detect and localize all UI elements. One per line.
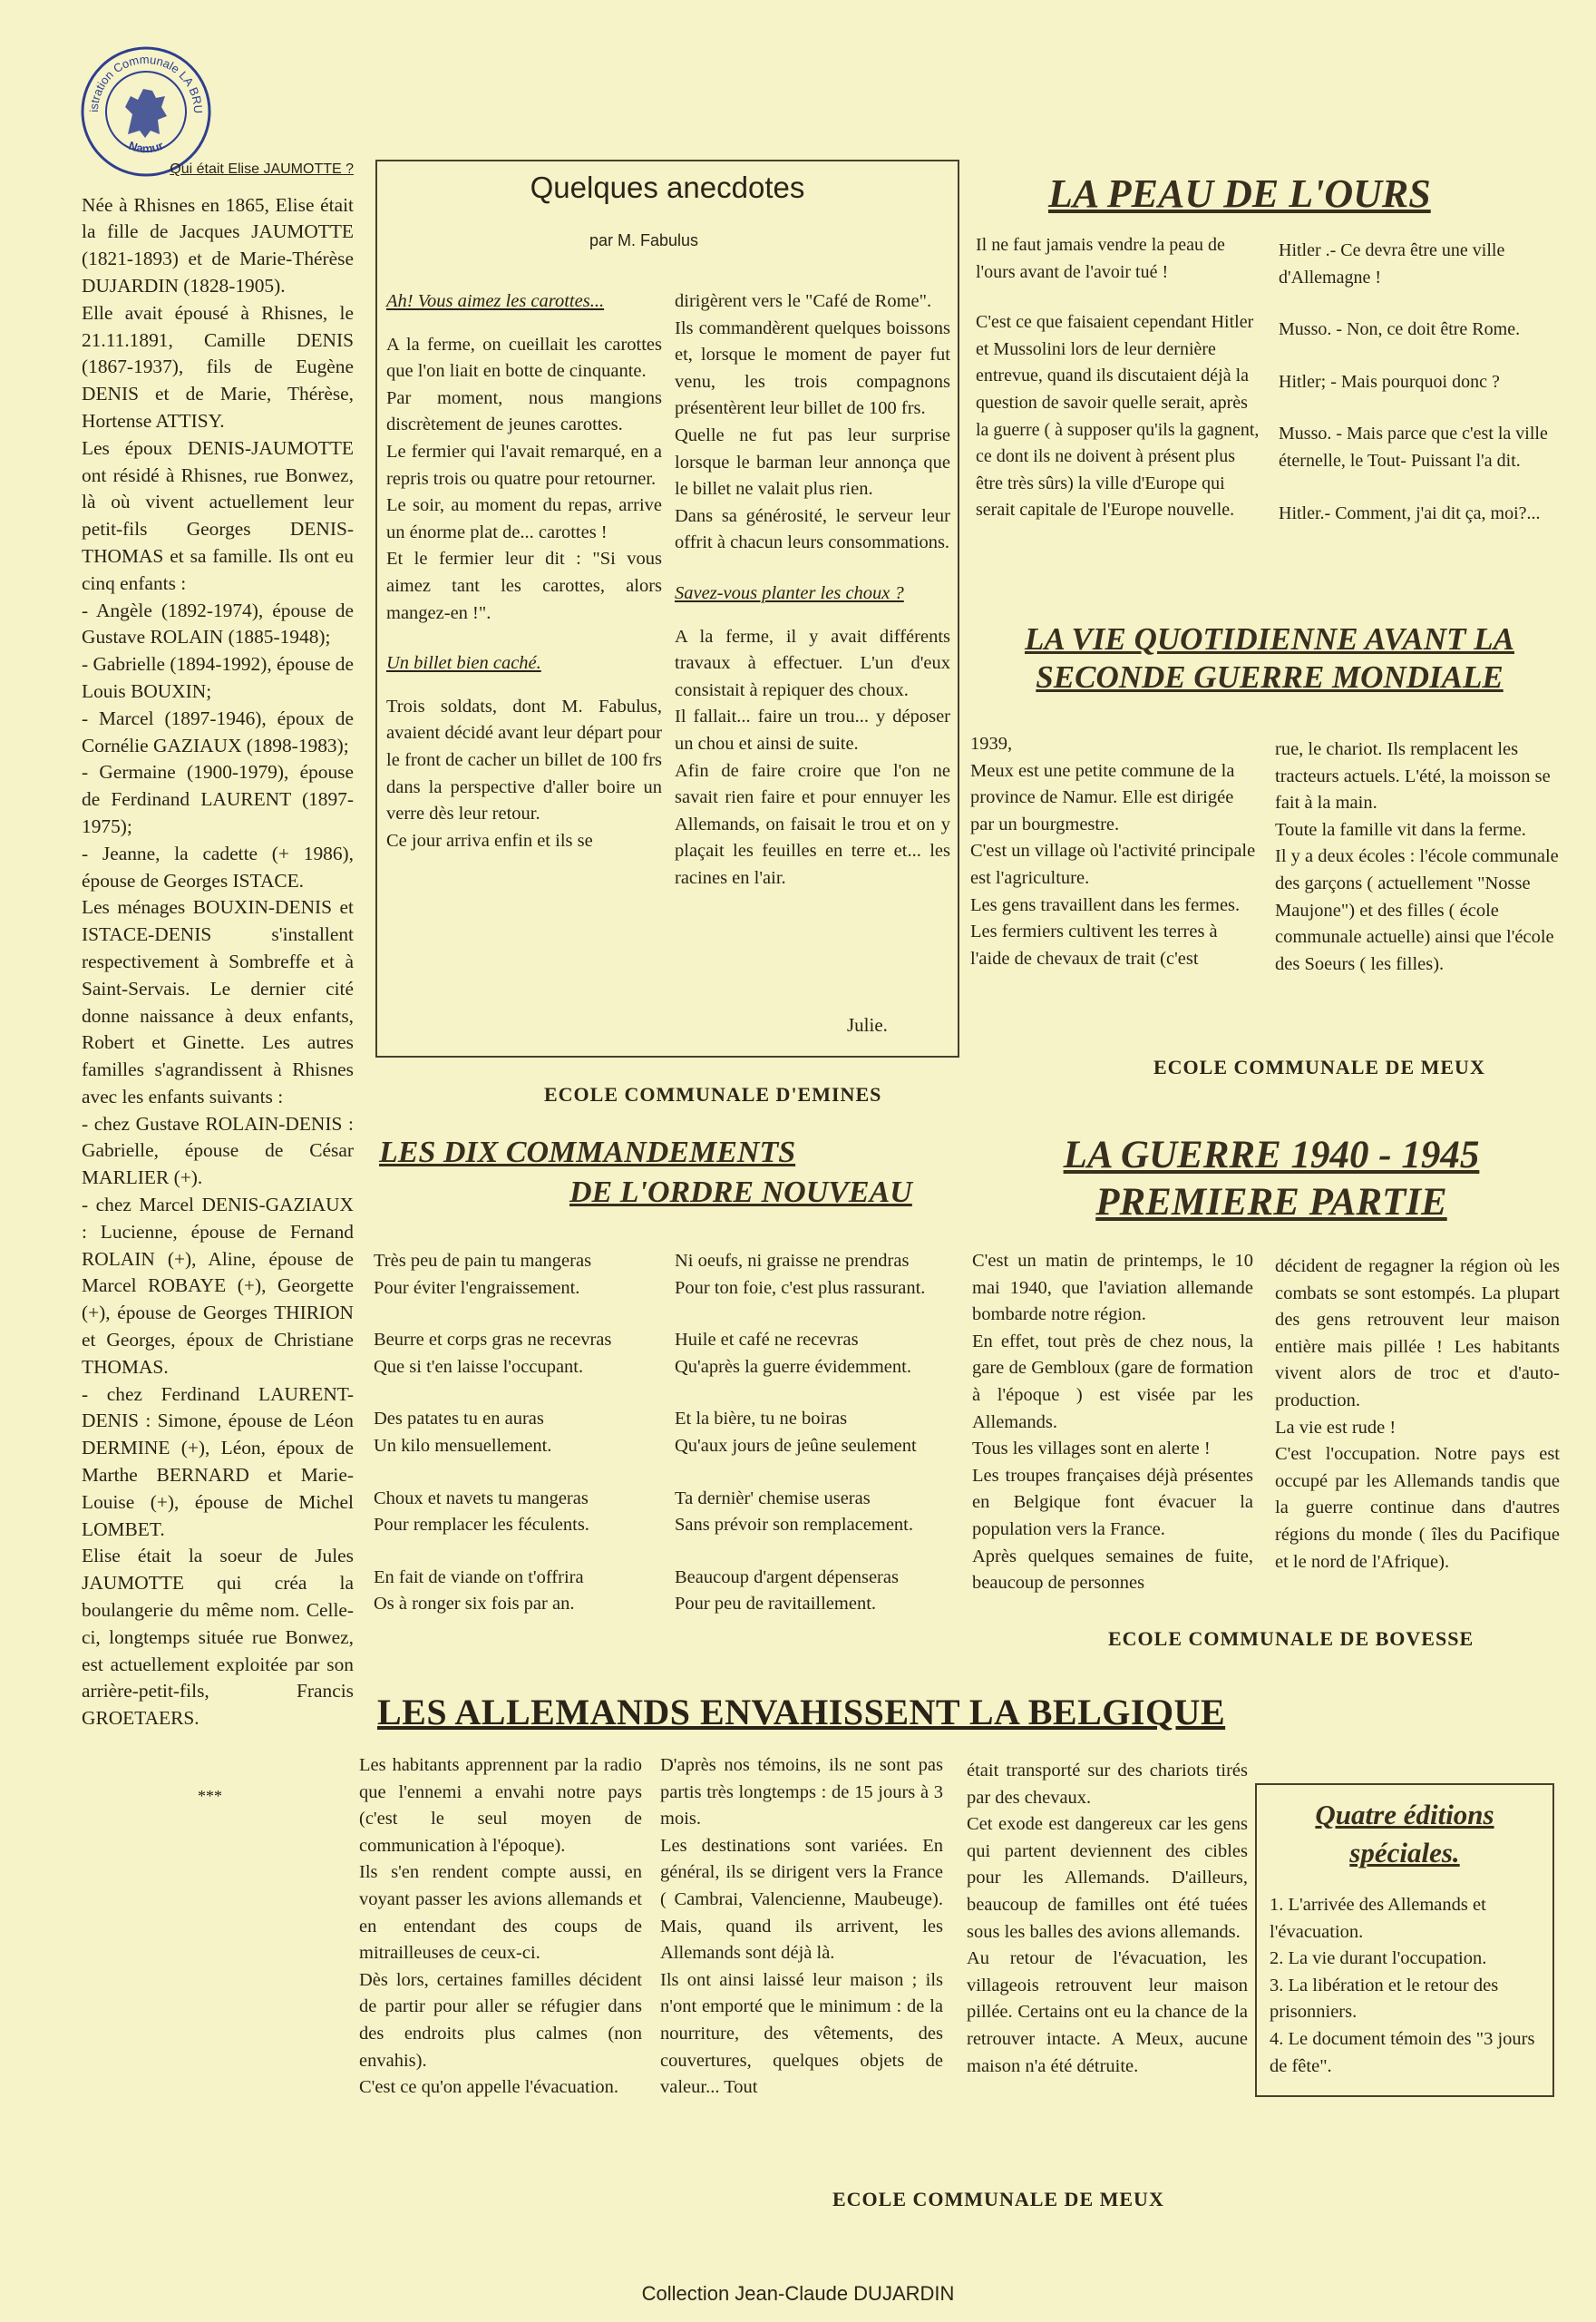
- vie-paragraph: 1939,: [970, 734, 1013, 754]
- anecdotes-col1: [386, 288, 662, 854]
- collection-credit: Collection Jean-Claude DUJARDIN: [641, 2282, 955, 2305]
- peau-dialogue-line: Hitler.- Comment, j'ai dit ça, moi?...: [1279, 502, 1541, 523]
- allemands-paragraph: était transporté sur des chariots tirés par des chevaux.: [967, 1761, 1248, 1808]
- anecdotes-title: Quelques anecdotes: [530, 171, 805, 204]
- allemands-paragraph: Au retour de l'évacuation, les villageois retrouvent leur maison pillée. Certains ont eu la chance de la retrouver intacte. A Meux, aucune maison n'a été détruite.: [967, 1948, 1248, 2076]
- vie-paragraph: C'est un village où l'activité principale est l'agriculture.: [970, 841, 1256, 888]
- vie-col2: [1275, 737, 1560, 978]
- anecdote-paragraph: Le fermier qui l'avait remarqué, en a repris trois ou quatre pour retourner.: [386, 441, 662, 489]
- editions-box: [1255, 1783, 1554, 2097]
- left-column-paragraph: - Gabrielle (1894-1992), épouse de Louis BOUXIN;: [82, 653, 354, 702]
- anecdote-paragraph: Ils commandèrent quelques boissons et, lorsque le moment de payer fut venu, les trois compagnons présentèrent leur billet de 100 frs.: [675, 317, 950, 419]
- anecdote-heading: Savez-vous planter les choux ?: [675, 582, 904, 603]
- peau-col1: [976, 232, 1264, 524]
- anecdote-paragraph: Quelle ne fut pas leur surprise lorsque le barman leur annonça que le billet ne valait plus rien.: [675, 424, 950, 500]
- verse-stanza: [374, 1486, 673, 1539]
- verse-line: Ta dernièr' chemise useras: [675, 1488, 871, 1508]
- allemands-paragraph: D'après nos témoins, ils ne sont pas partis très longtemps : de 15 jours à 3 mois.: [660, 1755, 943, 1829]
- verse-line: Pour remplacer les féculents.: [374, 1515, 589, 1536]
- left-column-body: [82, 192, 354, 1732]
- peau-dialogue-line: Hitler .- Ce devra être une ville d'Allemagne !: [1279, 240, 1505, 288]
- guerre-paragraph: En effet, tout près de chez nous, la gare de Gembloux (gare de formation à l'époque ) est visée par les Allemands.: [972, 1331, 1253, 1432]
- anecdote-heading: Ah! Vous aimez les carottes...: [386, 291, 605, 311]
- left-column-paragraph: Née à Rhisnes en 1865, Elise était la fille de Jacques JAUMOTTE (1821-1893) et de Marie-Thérèse DUJARDIN (1828-1905).: [82, 193, 354, 297]
- commandements-col1: [374, 1248, 673, 1644]
- left-column-paragraph: - Jeanne, la cadette (+ 1986), épouse de Georges ISTACE.: [82, 842, 354, 892]
- left-column-paragraph: - Germaine (1900-1979), épouse de Ferdinand LAURENT (1897-1975);: [82, 761, 354, 837]
- peau-title: LA PEAU DE L'OURS: [1048, 171, 1431, 216]
- verse-line: Ni oeufs, ni graisse ne prendras: [675, 1251, 910, 1271]
- anecdote-heading: Un billet bien caché.: [386, 653, 541, 674]
- vie-paragraph: Il y a deux écoles : l'école communale des garçons ( actuellement "Nosse Maujone") et des filles ( école communale actuelle) ainsi que l'école des Soeurs ( les filles).: [1275, 846, 1559, 974]
- anecdote-paragraph: A la ferme, il y avait différents travaux à effectuer. L'un d'eux consistait à repiquer des choux.: [675, 626, 950, 700]
- verse-line: Des patates tu en auras: [374, 1409, 544, 1429]
- allemands-paragraph: C'est ce qu'on appelle l'évacuation.: [359, 2077, 619, 2098]
- verse-stanza: [675, 1327, 974, 1381]
- guerre-col2: [1275, 1254, 1560, 1576]
- verse-line: Beurre et corps gras ne recevras: [374, 1330, 612, 1351]
- peau-dialogue-line: Musso. - Mais parce que c'est la ville éternelle, le Tout- Puissant l'a dit.: [1279, 424, 1548, 471]
- guerre-paragraph: Tous les villages sont en alerte !: [972, 1439, 1211, 1459]
- guerre-paragraph: C'est un matin de printemps, le 10 mai 1940, que l'aviation allemande bombarde notre région.: [972, 1251, 1253, 1325]
- allemands-paragraph: Ils s'en rendent compte aussi, en voyant passer les avions allemands et en entendant des coups de mitrailleuses de ceux-ci.: [359, 1862, 642, 1964]
- anecdotes-signature: Julie.: [847, 1014, 888, 1036]
- allemands-paragraph: Ils ont ainsi laissé leur maison ; ils n'ont emporté que le minimum : de la nourriture, des vêtements, des couvertures, quelques objets de valeur... Tout: [660, 1969, 943, 2098]
- edition-item: 4. Le document témoin des "3 jours de fête".: [1270, 2028, 1535, 2076]
- allemands-paragraph: Les destinations sont variées. En général, ils se dirigent vers la France ( Cambrai, Valencienne, Maubeuge). Mais, quand ils arrivent, les Allemands sont déjà là.: [660, 1835, 943, 1964]
- left-column-paragraph: - Angèle (1892-1974), épouse de Gustave ROLAIN (1885-1948);: [82, 599, 354, 649]
- guerre-col1: [972, 1248, 1253, 1597]
- guerre-school: ECOLE COMMUNALE DE BOVESSE: [1108, 1627, 1474, 1650]
- editions-title-line1: Quatre éditions: [1315, 1799, 1494, 1830]
- anecdote-paragraph: Et le fermier leur dit : "Si vous aimez tant les carottes, alors mangez-en !".: [386, 549, 662, 623]
- anecdote-paragraph: Ce jour arriva enfin et ils se: [386, 830, 593, 851]
- peau-paragraph: C'est ce que faisaient cependant Hitler et Mussolini lors de leur dernière entrevue, quand ils discutaient déjà la question de savoir quelle serait, après la guerre ( à supposer qu'ils la gagnent, ce dont ils ne doivent à présent plus être très sûrs) la ville d'Europe qui serait capitale de l'Europe nouvelle.: [976, 312, 1260, 521]
- allemands-col2: [660, 1752, 943, 2102]
- vie-school: ECOLE COMMUNALE DE MEUX: [1153, 1056, 1485, 1078]
- verse-line: Que si t'en laisse l'occupant.: [374, 1356, 584, 1377]
- left-column-title: Qui était Elise JAUMOTTE ?: [170, 161, 354, 177]
- vie-paragraph: Meux est une petite commune de la province de Namur. Elle est dirigée par un bourgmestre.: [970, 760, 1235, 834]
- allemands-col1: [359, 1752, 642, 2102]
- verse-stanza: [675, 1248, 974, 1302]
- verse-line: Pour éviter l'engraissement.: [374, 1277, 580, 1298]
- left-column-paragraph: Elise était la soeur de Jules JAUMOTTE qui créa la boulangerie du même nom. Celle-ci, longtemps située rue Bonwez, est actuellement exploitée par son arrière-petit-fils, Francis GROETAERS.: [82, 1545, 354, 1730]
- guerre-paragraph: La vie est rude !: [1275, 1417, 1396, 1438]
- editions-title: [1270, 1796, 1540, 1872]
- guerre-title-line1: LA GUERRE 1940 - 1945: [1063, 1134, 1480, 1176]
- vie-paragraph: rue, le chariot. Ils remplacent les tracteurs actuels. L'été, la moisson se fait à la main.: [1275, 739, 1551, 814]
- left-column-paragraph: Elle avait épousé à Rhisnes, le 21.11.1891, Camille DENIS (1867-1937), fils de Eugène DENIS et de Marie, Thérèse, Hortense ATTISY.: [82, 301, 354, 432]
- verse-stanza: [374, 1565, 673, 1618]
- left-column-paragraph: - chez Ferdinand LAURENT-DENIS : Simone, épouse de Léon DERMINE (+), Léon, époux de Marthe BERNARD et Marie-Louise (+), épouse de Michel LOMBET.: [82, 1382, 354, 1540]
- vie-paragraph: Les fermiers cultivent les terres à l'aide de chevaux de trait (c'est: [970, 922, 1218, 969]
- verse-line: Huile et café ne recevras: [675, 1330, 859, 1351]
- allemands-school: ECOLE COMMUNALE DE MEUX: [832, 2188, 1164, 2210]
- peau-dialogue-line: Hitler; - Mais pourquoi donc ?: [1279, 371, 1500, 392]
- guerre-title-line2: PREMIERE PARTIE: [1095, 1181, 1447, 1224]
- anecdotes-school: ECOLE COMMUNALE D'EMINES: [544, 1083, 882, 1106]
- verse-line: Très peu de pain tu mangeras: [374, 1251, 592, 1271]
- anecdotes-col2: [675, 288, 950, 892]
- anecdotes-byline: par M. Fabulus: [589, 231, 699, 249]
- allemands-col3: [967, 1758, 1248, 2080]
- verse-stanza: [675, 1565, 974, 1618]
- anecdote-paragraph: dirigèrent vers le "Café de Rome".: [675, 291, 932, 311]
- verse-line: Un kilo mensuellement.: [374, 1435, 552, 1456]
- verse-line: Pour ton foie, c'est plus rassurant.: [675, 1277, 926, 1298]
- verse-stanza: [374, 1327, 673, 1381]
- peau-col2: [1279, 238, 1560, 527]
- seal-ring-top: istration Communale LA BRU: [86, 52, 206, 114]
- anecdote-paragraph: Dans sa générosité, le serveur leur offrit à chacun leurs consommations.: [675, 505, 950, 553]
- peau-paragraph: Il ne faut jamais vendre la peau de l'ours avant de l'avoir tué !: [976, 235, 1225, 282]
- verse-line: Qu'aux jours de jeûne seulement: [675, 1435, 917, 1456]
- anecdotes-box: [375, 160, 959, 1058]
- allemands-paragraph: Cet exode est dangereux car les gens qui partent deviennent des cibles pour les Allemands. D'ailleurs, beaucoup de familles ont été tuées sous les balles des avions allemands.: [967, 1814, 1248, 1942]
- guerre-paragraph: C'est l'occupation. Notre pays est occupé par les Allemands tandis que la guerre continue dans d'autres régions du monde ( îles du Pacifique et le nord de l'Afrique).: [1275, 1444, 1560, 1572]
- verse-line: Os à ronger six fois par an.: [374, 1594, 575, 1615]
- anecdote-paragraph: Le soir, au moment du repas, arrive un énorme plat de... carottes !: [386, 495, 662, 542]
- left-column-paragraph: - Marcel (1897-1946), époux de Cornélie GAZIAUX (1898-1983);: [82, 707, 354, 756]
- peau-dialogue-line: Musso. - Non, ce doit être Rome.: [1279, 319, 1521, 340]
- left-column-paragraph: - chez Marcel DENIS-GAZIAUX : Lucienne, épouse de Fernand ROLAIN (+), Aline, épouse de Marcel ROBAYE (+), Georgette (+), épouse de Georges THIRION et Georges, époux de Christiane THOMAS.: [82, 1194, 354, 1378]
- guerre-paragraph: décident de regagner la région où les combats se sont estompés. La plupart des gens retrouvent leur maison entière mais pillée ! Les habitants vivent alors de troc et d'auto-production.: [1275, 1256, 1560, 1410]
- left-column-paragraph: Les ménages BOUXIN-DENIS et ISTACE-DENIS s'installent respectivement à Sombreffe et à Saint-Servais. Le dernier cité donne naissance à deux enfants, Robert et Ginette. Les autres familles s'agrandissent à Rhisnes avec les enfants suivants :: [82, 896, 354, 1107]
- anecdote-paragraph: Afin de faire croire que l'on ne savait rien faire et pour ennuyer les Allemands, on faisait le trou et on y plaçait les feuilles en terre et... les racines en l'air.: [675, 760, 950, 888]
- svg-text:Namur: [127, 139, 165, 156]
- allemands-paragraph: Dès lors, certaines familles décident de partir pour aller se réfugier dans des endroits plus calmes (non envahis).: [359, 1969, 642, 2071]
- guerre-paragraph: Après quelques semaines de fuite, beaucoup de personnes: [972, 1546, 1253, 1594]
- verse-line: En fait de viande on t'offrira: [374, 1566, 584, 1587]
- verse-stanza: [675, 1406, 974, 1459]
- vie-title-line2: SECONDE GUERRE MONDIALE: [1036, 659, 1504, 695]
- left-column-paragraph: Les époux DENIS-JAUMOTTE ont résidé à Rhisnes, rue Bonwez, là où vivent actuellement leur petit-fils Georges DENIS-THOMAS et sa famille. Ils ont eu cinq enfants :: [82, 436, 354, 594]
- allemands-paragraph: Les habitants apprennent par la radio que l'ennemi a envahi notre pays (c'est le seul moyen de communication à l'époque).: [359, 1755, 642, 1856]
- anecdote-paragraph: A la ferme, on cueillait les carottes que l'on liait en botte de cinquante.: [386, 334, 662, 382]
- commandements-col2: [675, 1248, 974, 1644]
- seal-ring-bottom: Namur: [126, 138, 166, 156]
- verse-stanza: [675, 1486, 974, 1539]
- vie-title: [998, 620, 1542, 697]
- guerre-title: [1008, 1132, 1534, 1226]
- verse-line: Pour peu de ravitaillement.: [675, 1594, 877, 1615]
- vie-paragraph: Les gens travaillent dans les fermes.: [970, 894, 1241, 915]
- commandements-title-line1: LES DIX COMMANDEMENTS: [379, 1136, 796, 1169]
- edition-item: 3. La libération et le retour des prisonniers.: [1270, 1975, 1499, 2023]
- verse-line: Choux et navets tu mangeras: [374, 1488, 589, 1508]
- anecdote-paragraph: Il fallait... faire un trou... y déposer un chou et ainsi de suite.: [675, 707, 950, 754]
- vie-col1: [970, 731, 1260, 972]
- verse-line: Qu'après la guerre évidemment.: [675, 1356, 911, 1377]
- editions-title-line2: spéciales.: [1349, 1837, 1460, 1868]
- vie-paragraph: Toute la famille vit dans la ferme.: [1275, 819, 1526, 840]
- anecdote-paragraph: Par moment, nous mangions discrètement de jeunes carottes.: [386, 387, 662, 435]
- anecdote-paragraph: Trois soldats, dont M. Fabulus, avaient décidé avant leur départ pour le front de cacher un billet de 100 frs dans la perspective d'aller boire un verre dès leur retour.: [386, 696, 662, 824]
- stars: ***: [198, 1787, 222, 1806]
- verse-line: Beaucoup d'argent dépenseras: [675, 1566, 899, 1587]
- verse-line: Sans prévoir son remplacement.: [675, 1515, 914, 1536]
- edition-item: 1. L'arrivée des Allemands et l'évacuation.: [1270, 1895, 1486, 1942]
- left-column: [82, 156, 354, 1810]
- commandements-title-line2: DE L'ORDRE NOUVEAU: [569, 1176, 912, 1209]
- allemands-title: LES ALLEMANDS ENVAHISSENT LA BELGIQUE: [377, 1692, 1226, 1732]
- left-column-paragraph: - chez Gustave ROLAIN-DENIS : Gabrielle, épouse de César MARLIER (+).: [82, 1112, 354, 1189]
- verse-stanza: [374, 1248, 673, 1302]
- editions-list: [1270, 1892, 1540, 2080]
- verse-line: Et la bière, tu ne boiras: [675, 1409, 848, 1429]
- verse-stanza: [374, 1406, 673, 1459]
- guerre-paragraph: Les troupes françaises déjà présentes en Belgique font évacuer la population vers la France.: [972, 1465, 1253, 1539]
- vie-title-line1: LA VIE QUOTIDIENNE AVANT LA: [1025, 621, 1514, 657]
- edition-item: 2. La vie durant l'occupation.: [1270, 1948, 1487, 1969]
